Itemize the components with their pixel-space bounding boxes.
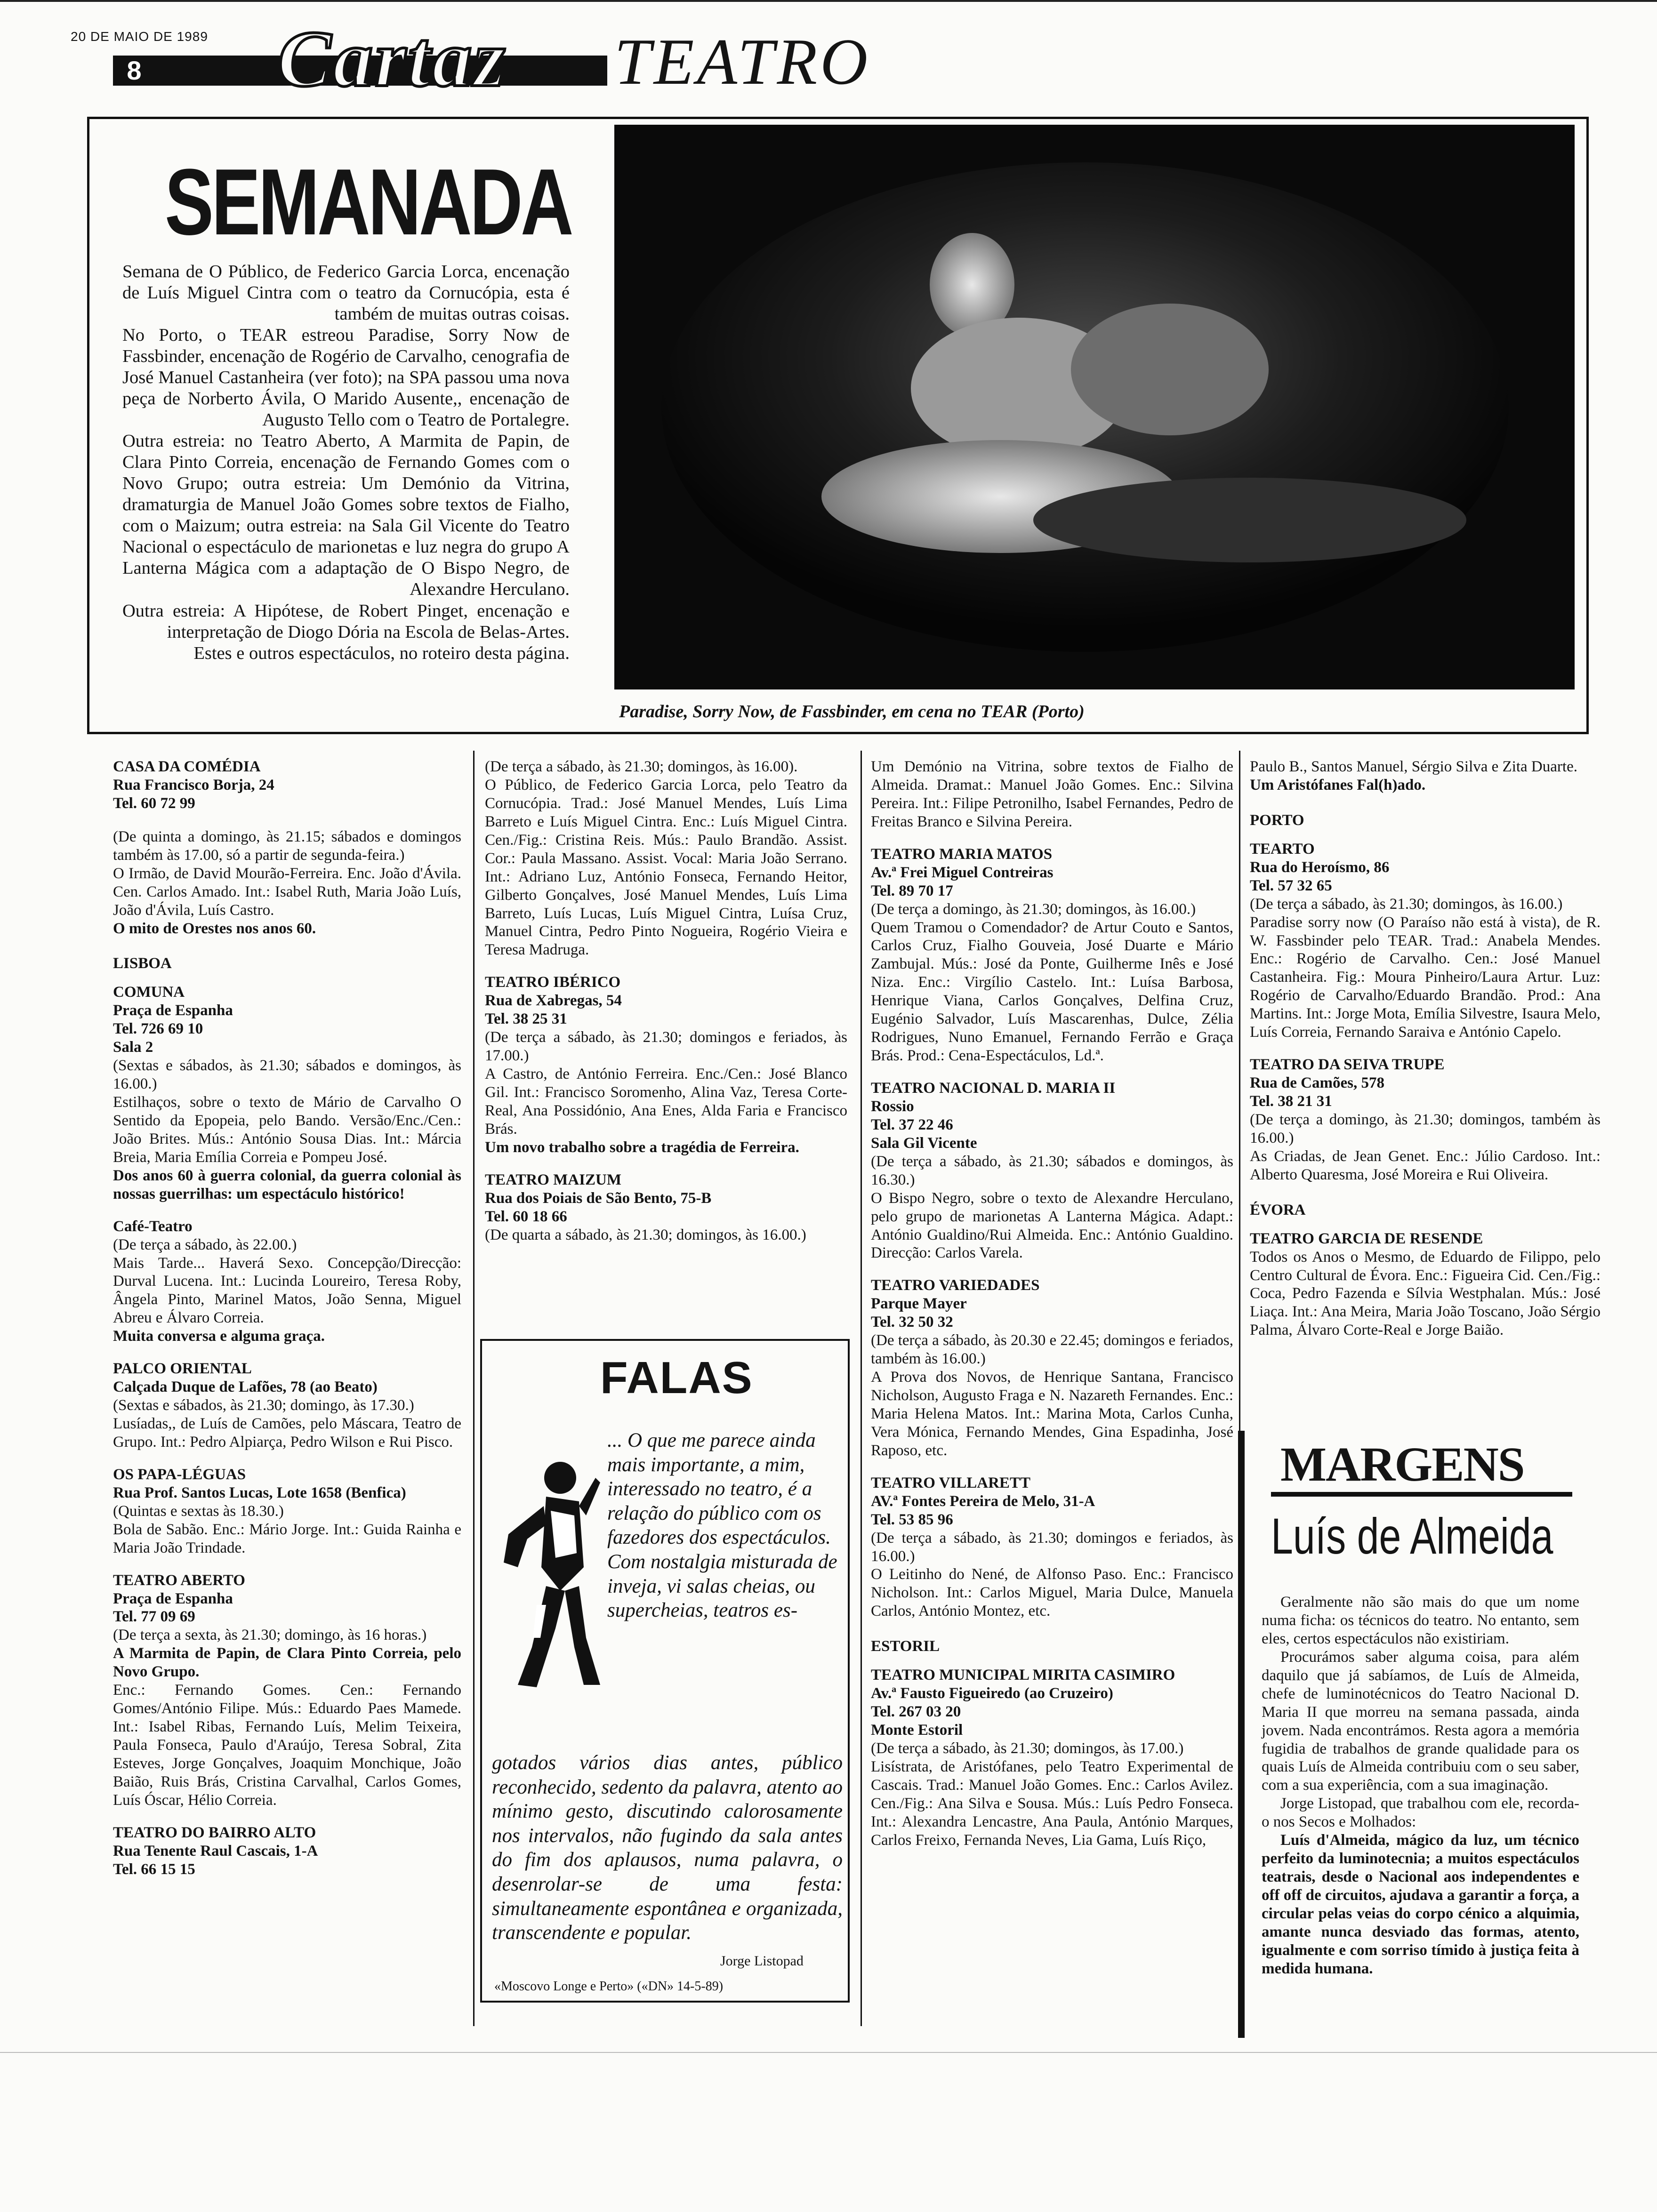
feature-headline: SEMANADA	[165, 150, 571, 255]
venue-name: TEATRO NACIONAL D. MARIA II	[871, 1080, 1116, 1097]
venue-address: Rua de Camões, 578	[1250, 1074, 1384, 1092]
listings-column-1	[113, 758, 461, 1879]
play-entry: O Irmão, de David Mourão-Ferreira. Enc. João d'Ávila. Cen. Carlos Amado. Int.: Isabel Ruth, Maria João Luís, João d'Ávila, Luís Castro.	[113, 865, 461, 919]
venue-phone: Tel. 37 22 46	[871, 1116, 953, 1133]
venue-name: TEATRO IBÉRICO	[485, 974, 621, 991]
venue-name: OS PAPA-LÉGUAS	[113, 1466, 246, 1483]
play-entry: As Criadas, de Jean Genet. Enc.: Júlio Cardoso. Int.: Alberto Quaresma, José Moreira e Rui Oliveira.	[1250, 1147, 1601, 1183]
intro-paragraph: Estes e outros espectáculos, no roteiro desta página.	[193, 643, 570, 663]
play-entry: Todos os Anos o Mesmo, de Eduardo de Filippo, pelo Centro Cultural de Évora. Enc.: Figueira Cid. Cen./Fig.: Coca, Pedro Fazenda e Sílvia Westphalan. Mús.: José Liaça. Int.: Ana Meira, Maria João Toscano, João Sérgio Palma, Álvaro Corte-Real e Jorge Baião.	[1250, 1248, 1601, 1339]
play-note: Um Aristófanes Fal(h)ado.	[1250, 776, 1426, 793]
venue-phone: Tel. 66 15 15	[113, 1860, 195, 1878]
schedule: (De terça a domingo, às 21.30; domingos, às 16.00.)	[871, 900, 1196, 918]
figure-kneeling	[1071, 304, 1269, 435]
region-heading: LISBOA	[113, 955, 172, 972]
listings-column-3	[871, 758, 1233, 1850]
schedule: (De terça a sábado, às 21.30; domingos, às 16.00).	[485, 758, 798, 775]
margens-subject: Luís de Almeida	[1271, 1507, 1553, 1564]
venue-place: Monte Estoril	[871, 1722, 963, 1739]
play-entry: Mais Tarde... Haverá Sexo. Concepção/Direcção: Durval Lucena. Int.: Lucinda Loureiro, Teresa Roby, Ângela Pinto, Marinel Matos, João Senna, Miguel Abreu e Álvaro Correia.	[113, 1254, 461, 1327]
falas-author: Jorge Listopad	[720, 1953, 804, 1969]
venue-address: AV.ª Fontes Pereira de Melo, 31-A	[871, 1492, 1095, 1510]
play-note: Muita conversa e alguma graça.	[113, 1328, 325, 1345]
venue-address: Rua Francisco Borja, 24	[113, 776, 274, 793]
falas-title: FALAS	[600, 1353, 753, 1403]
schedule: (De terça a sábado, às 21.30; domingos e feriados, às 16.00.)	[871, 1529, 1233, 1565]
play-entry: O Leitinho do Nené, de Alfonso Paso. Enc.: Francisco Nicholson. Int.: Carlos Miguel, Maria Dulce, Manuela Carlos, António Montez, etc.	[871, 1566, 1233, 1620]
play-entry: Lusíadas,, de Luís de Camões, pelo Máscara, Teatro de Grupo. Int.: Pedro Alpiarça, Pedro Wilson e Rui Pisco.	[113, 1415, 461, 1451]
stage-photo	[614, 125, 1575, 689]
column-rule	[861, 751, 862, 2026]
venue-address: Rua dos Poiais de São Bento, 75-B	[485, 1189, 712, 1207]
article-paragraph: Procurámos saber alguma coisa, para além daquilo que já sabíamos, de Luís de Almeida, chefe de luminotécnicos do Teatro Nacional D. Maria II que morreu na semana passada, ainda jovem. Nada encontrámos. Resta agora a memória fugidia de trabalhos de grande qualidade para os quais Luís de Almeida contribuiu com o seu saber, com a sua experiência, com a sua imaginação.	[1262, 1648, 1579, 1794]
region-heading: ESTORIL	[871, 1638, 940, 1655]
listings-column-4	[1250, 758, 1601, 1339]
venue-room: Sala Gil Vicente	[871, 1134, 977, 1152]
play-entry: O Público, de Federico Garcia Lorca, pelo Teatro da Cornucópia. Trad.: José Manuel Mendes, Luís Lima Barreto e Luís Miguel Cintra. Enc.: Luís Miguel Cintra. Cen./Fig.: Cristina Reis. Mús.: Paulo Brandão. Assist. Cor.: Paula Massano. Assist. Vocal: Maria João Serrano. Int.: Adriano Luz, António Fonseca, Fernando Heitor, Gilberto Gonçalves, José Manuel Mendes, Luís Lima Barreto, Luís Lucas, Luís Miguel Cintra, Luísa Cruz, Manuel Cintra, Pedro Pinto Nogueira, Rogério Vieira e Teresa Madruga.	[485, 776, 847, 959]
margens-rule	[1271, 1492, 1572, 1497]
section-title: TEATRO	[614, 25, 871, 98]
venue-phone: Tel. 60 72 99	[113, 794, 195, 812]
schedule: (De terça a sábado, às 21.30; domingos, às 17.00.)	[871, 1739, 1184, 1757]
bottom-rule	[0, 2052, 1657, 2053]
venue-name: TEATRO GARCIA DE RESENDE	[1250, 1230, 1483, 1247]
schedule: (De terça a sábado, às 21.30; domingos, às 16.00.)	[1250, 895, 1563, 913]
venue-phone: Tel. 60 18 66	[485, 1208, 567, 1225]
venue-name: COMUNA	[113, 984, 185, 1001]
venue-address: Rossio	[871, 1098, 914, 1115]
venue-room: Sala 2	[113, 1039, 153, 1056]
venue-name: TEATRO MARIA MATOS	[871, 845, 1053, 863]
venue-name: TEATRO DO BAIRRO ALTO	[113, 1824, 316, 1841]
schedule: (De quinta a domingo, às 21.15; sábados e domingos também às 17.00, só a partir de segunda-feira.)	[113, 828, 461, 864]
schedule: (Sextas e sábados, às 21.30; sábados e domingos, às 16.00.)	[113, 1057, 461, 1093]
venue-address: Av.ª Fausto Figueiredo (ao Cruzeiro)	[871, 1685, 1113, 1702]
schedule: (De quarta a sábado, às 21.30; domingos, às 16.00.)	[485, 1226, 806, 1243]
venue-phone: Tel. 726 69 10	[113, 1020, 203, 1038]
top-border	[0, 0, 1657, 2]
venue-name: Café-Teatro	[113, 1218, 193, 1235]
article-paragraph: Geralmente não são mais do que um nome numa ficha: os técnicos do teatro. No entanto, sem eles, certos espectáculos não existiriam.	[1262, 1594, 1579, 1647]
intro-paragraph: Semana de O Público, de Federico Garcia Lorca, encenação de Luís Miguel Cintra com o teatro da Cornucópia, esta é também de muitas outras coisas.	[122, 262, 570, 324]
venue-address: Parque Mayer	[871, 1295, 967, 1313]
venue-address: Rua de Xabregas, 54	[485, 992, 622, 1010]
falas-quote: ... O que me parece ainda mais importante, a mim, interessado no teatro, é a relação do público com os fazedores dos espectáculos. Com nostalgia misturada de inveja, vi salas cheias, ou supercheias, teatros es-	[607, 1429, 837, 1622]
play-entry: Um Demónio na Vitrina, sobre textos de Fialho de Almeida. Dramat.: Manuel João Gomes. Enc.: Silvina Pereira. Int.: Filipe Petronilho, Isabel Fernandes, Pedro de Freitas Branco e Silvina Pereira.	[871, 758, 1233, 830]
column-rule	[473, 751, 475, 2026]
play-credits: Enc.: Fernando Gomes. Cen.: Fernando Gomes/António Filipe. Mús.: Eduardo Paes Mamede. Int.: Isabel Ribas, Fernando Luís, Melim Teixeira, Paula Fonseca, Paulo d'Araújo, Teresa Sobral, Zita Esteves, Jorge Gonçalves, Joaquim Monchique, João Baião, Ruis Brás, Cristina Carvalhal, Carlos Gomes, Luís Óscar, Hélio Correia.	[113, 1682, 461, 1809]
schedule: (De terça a sábado, às 21.30; sábados e domingos, às 16.30.)	[871, 1153, 1233, 1188]
venue-name: TEATRO VARIEDADES	[871, 1277, 1040, 1294]
venue-address: Praça de Espanha	[113, 1002, 233, 1019]
venue-name: PALCO ORIENTAL	[113, 1360, 252, 1378]
venue-phone: Tel. 53 85 96	[871, 1511, 953, 1528]
venue-name: TEATRO MAIZUM	[485, 1171, 621, 1188]
issue-date: 20 DE MAIO DE 1989	[71, 29, 208, 44]
play-entry: Estilhaços, sobre o texto de Mário de Carvalho O Sentido da Epopeia, pelo Bando. Versão/Enc./Cen.: João Brites. Mús.: António Sousa Dias. Int.: Márcia Breia, Maria Emília Correia e Pompeu José.	[113, 1094, 461, 1166]
play-entry: A Prova dos Novos, de Henrique Santana, Francisco Nicholson, Augusto Fraga e N. Nazareth Fernandes. Enc.: Maria Helena Matos. Int.: Marina Mota, Carlos Cunha, Vera Mónica, Fernando Mendes, Gina Espadinha, José Raposo, etc.	[871, 1369, 1233, 1459]
schedule: (De terça a sexta, às 21.30; domingo, às 16 horas.)	[113, 1627, 427, 1644]
venue-name: CASA DA COMÉDIA	[113, 758, 261, 775]
play-entry: A Marmita de Papin, de Clara Pinto Correia, pelo Novo Grupo.	[113, 1645, 461, 1681]
schedule: (De terça a sábado, às 22.00.)	[113, 1236, 297, 1253]
play-entry: O Bispo Negro, sobre o texto de Alexandre Herculano, pelo grupo de marionetas A Lanterna Mágica. Adapt.: António Gualdino/Rui Almeida. Enc.: António Gualdino. Direcção: Carlos Varela.	[871, 1189, 1233, 1262]
venue-name: TEARTO	[1250, 840, 1315, 858]
venue-phone: Tel. 38 25 31	[485, 1010, 567, 1028]
venue-address: Av.ª Frei Miguel Contreiras	[871, 864, 1054, 881]
venue-address: Rua Tenente Raul Cascais, 1-A	[113, 1842, 318, 1859]
region-heading: ÉVORA	[1250, 1201, 1306, 1218]
intro-paragraph: Outra estreia: A Hipótese, de Robert Pinget, encenação e interpretação de Diogo Dória na Escola de Belas-Artes.	[122, 601, 570, 642]
schedule: (De terça a sábado, às 20.30 e 22.45; domingos e feriados, também às 16.00.)	[871, 1332, 1233, 1368]
falas-quote-continued: gotados vários dias antes, público reconhecido, sedento da palavra, atento ao mínimo gesto, discutindo calorosamente nos intervalos, não fugindo da sala antes do fim dos aplausos, numa palavra, o desenrolar-se de uma festa: simultaneamente espontânea e organizada, transcendente e popular.	[492, 1752, 843, 1944]
venue-name: TEATRO VILLARETT	[871, 1474, 1030, 1491]
play-note: O mito de Orestes nos anos 60.	[113, 920, 316, 937]
listings-column-2	[485, 758, 847, 1244]
play-note: Dos anos 60 à guerra colonial, da guerra colonial às nossas guerrilhas: um espectáculo histórico!	[113, 1167, 461, 1202]
venue-name: TEATRO MUNICIPAL MIRITA CASIMIRO	[871, 1667, 1175, 1684]
venue-phone: Tel. 267 03 20	[871, 1703, 961, 1721]
harlequin-illustration	[490, 1450, 603, 1694]
brand-logo: Cartaz	[278, 15, 507, 103]
intro-paragraph: No Porto, o TEAR estreou Paradise, Sorry Now de Fassbinder, encenação de Rogério de Carvalho, cenografia de José Manuel Castanheira (ver foto); na SPA passou uma nova peça de Norberto Ávila, O Marido Ausente,, encenação de Augusto Tello com o Teatro de Portalegre.	[122, 325, 570, 430]
schedule: (Quintas e sextas às 18.30.)	[113, 1502, 284, 1520]
venue-address: Rua do Heroísmo, 86	[1250, 858, 1390, 876]
page-number: 8	[113, 56, 155, 86]
margens-title: MARGENS	[1280, 1437, 1524, 1491]
venue-name: TEATRO ABERTO	[113, 1571, 245, 1589]
venue-phone: Tel. 32 50 32	[871, 1314, 953, 1331]
schedule: (Sextas e sábados, às 21.30; domingo, às 17.30.)	[113, 1397, 414, 1414]
play-credits: Paulo B., Santos Manuel, Sérgio Silva e Zita Duarte.	[1250, 758, 1577, 775]
venue-address: Praça de Espanha	[113, 1590, 233, 1607]
article-paragraph: Jorge Listopad, que trabalhou com ele, recorda-o nos Secos e Molhados:	[1262, 1795, 1579, 1831]
venue-phone: Tel. 38 21 31	[1250, 1093, 1332, 1110]
venue-address: Calçada Duque de Lafões, 78 (ao Beato)	[113, 1378, 378, 1396]
play-entry: Paradise sorry now (O Paraíso não está à vista), de R. W. Fassbinder pelo TEAR. Trad.: Anabela Mendes. Enc.: Rogério de Carvalho. Cen.: José Manuel Castanheira. Fig.: Moura Pinheiro/Laura Artur. Luz: Rogério de Carvalho/Eduardo Brandão. Prod.: Ana Martins. Int.: Jorge Mota, Emília Silvestre, Isaura Melo, Luís Correia, Fernando Saraiva e António Capelo.	[1250, 914, 1601, 1041]
photo-caption: Paradise, Sorry Now, de Fassbinder, em cena no TEAR (Porto)	[619, 702, 1085, 721]
article-quote: Luís d'Almeida, mágico da luz, um técnico perfeito da luminotecnia; a muitos espectáculos teatrais, desde o Nacional aos independentes e off off de circuitos, ajudava a garantir a força, a circular pelas veias do corpo cénico a alquimia, amante nunca desviado das formas, atento, igualmente e com sorriso tímido à justiça feita à medida humana.	[1262, 1832, 1579, 1977]
venue-phone: Tel. 57 32 65	[1250, 877, 1332, 894]
schedule: (De terça a domingo, às 21.30; domingos, também às 16.00.)	[1250, 1111, 1601, 1146]
play-entry: Lisístrata, de Aristófanes, pelo Teatro Experimental de Cascais. Trad.: Manuel João Gomes. Enc.: Carlos Avilez. Cen./Fig.: Ana Silva e Sousa. Mús.: Luís Pedro Fonseca. Int.: Alexandra Lencastre, Ana Paula, António Marques, Carlos Freixo, Fernanda Neves, Lia Gama, Luís Riço,	[871, 1758, 1233, 1849]
region-heading: PORTO	[1250, 811, 1304, 829]
venue-phone: Tel. 89 70 17	[871, 882, 953, 899]
play-entry: Bola de Sabão. Enc.: Mário Jorge. Int.: Guida Rainha e Maria João Trindade.	[113, 1521, 461, 1556]
venue-name: TEATRO DA SEIVA TRUPE	[1250, 1056, 1445, 1074]
play-entry: Quem Tramou o Comendador? de Artur Couto e Santos, Carlos Cruz, Fialho Gouveia, José Duarte e Mário Zambujal. Mús.: José da Ponte, Guilherme Inês e José Niza. Enc.: Virgílio Castelo. Int.: Luísa Barbosa, Henrique Viana, Carlos Gonçalves, Delfina Cruz, Eugénio Salvador, Luís Mascarenhas, Dulce, Zélia Rodrigues, Nuno Emanuel, Fernando Ferrão e Graça Brás. Prod.: Cena-Espectáculos, Ld.ª.	[871, 919, 1233, 1065]
play-note: Um novo trabalho sobre a tragédia de Ferreira.	[485, 1138, 799, 1156]
intro-paragraph: Outra estreia: no Teatro Aberto, A Marmita de Papin, de Clara Pinto Correia, encenação de Fernando Gomes com o Novo Grupo; outra estreia: Um Demónio da Vitrina, dramaturgia de Manuel João Gomes sobre textos de Fialho, com o Maizum; outra estreia: na Sala Gil Vicente do Teatro Nacional o espectáculo de marionetas e luz negra do grupo A Lanterna Mágica com a adaptação de O Bispo Negro, de Alexandre Herculano.	[122, 431, 570, 600]
margens-article	[1262, 1593, 1579, 1978]
venue-phone: Tel. 77 09 69	[113, 1608, 195, 1626]
schedule: (De terça a sábado, às 21.30; domingos e feriados, às 17.00.)	[485, 1029, 847, 1065]
feature-intro	[122, 261, 570, 664]
falas-source: «Moscovo Longe e Perto» («DN» 14-5-89)	[494, 1979, 724, 1994]
venue-address: Rua Prof. Santos Lucas, Lote 1658 (Benfica)	[113, 1484, 406, 1501]
play-entry: A Castro, de António Ferreira. Enc./Cen.: José Blanco Gil. Int.: Francisco Soromenho, Alina Vaz, Teresa Corte-Real, Ana Possidónio, Ana Enes, Alda Faria e Francisco Brás.	[485, 1066, 847, 1138]
